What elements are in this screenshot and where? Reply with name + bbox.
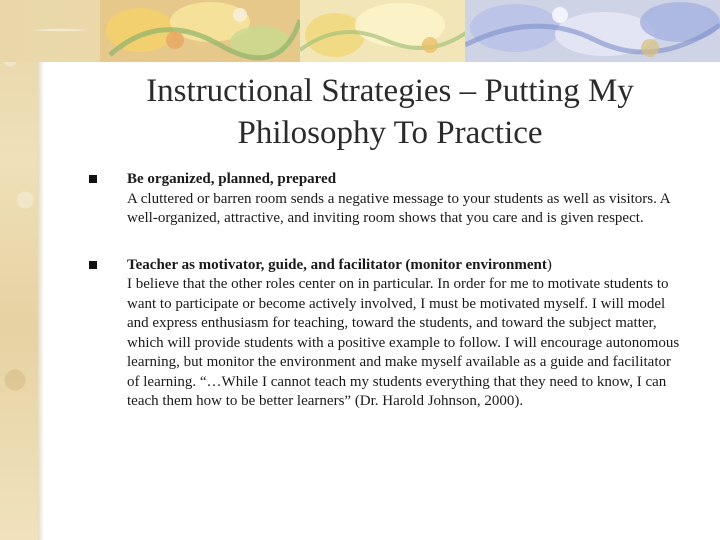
square-bullet-icon [89, 261, 97, 269]
bullet-item-organized [87, 170, 687, 229]
floral-banner-art-right [465, 0, 720, 62]
floral-banner-art-middle [300, 0, 470, 62]
bullet-body: I believe that the other roles center on in particular. In order for me to motivate students to want to participate or become actively involved, I must be motivated myself. I will model and express enthusiasm for teaching, toward the students, and toward the subject matter, which will provide students with a positive example to follow. I will encourage autonomous learning, but monitor the environment and make myself available as a guide and facilitator of learning. “…While I cannot teach my students everything that they need to know, I can teach them how to be better learners” (Dr. Harold Johnson, 2000). [127, 276, 680, 409]
bullet-heading: Be organized, planned, prepared [127, 171, 337, 187]
parchment-left-strip [0, 0, 38, 540]
floral-banner-art-left [100, 0, 300, 62]
bullet-body: A cluttered or barren room sends a negative message to your students as well as visitors. A well-organized, attractive, and inviting room shows that you care and is given respect. [127, 190, 670, 226]
panel-shadow [38, 62, 44, 540]
bullet-item-motivator [87, 256, 687, 412]
bullet-heading: Teacher as motivator, guide, and facilitator (monitor environment [127, 256, 547, 273]
bullet-list [87, 170, 687, 412]
bullet-heading-note: ) [546, 256, 552, 273]
square-bullet-icon [89, 175, 97, 183]
slide-title: Instructional Strategies – Putting My Philosophy To Practice [146, 73, 634, 151]
